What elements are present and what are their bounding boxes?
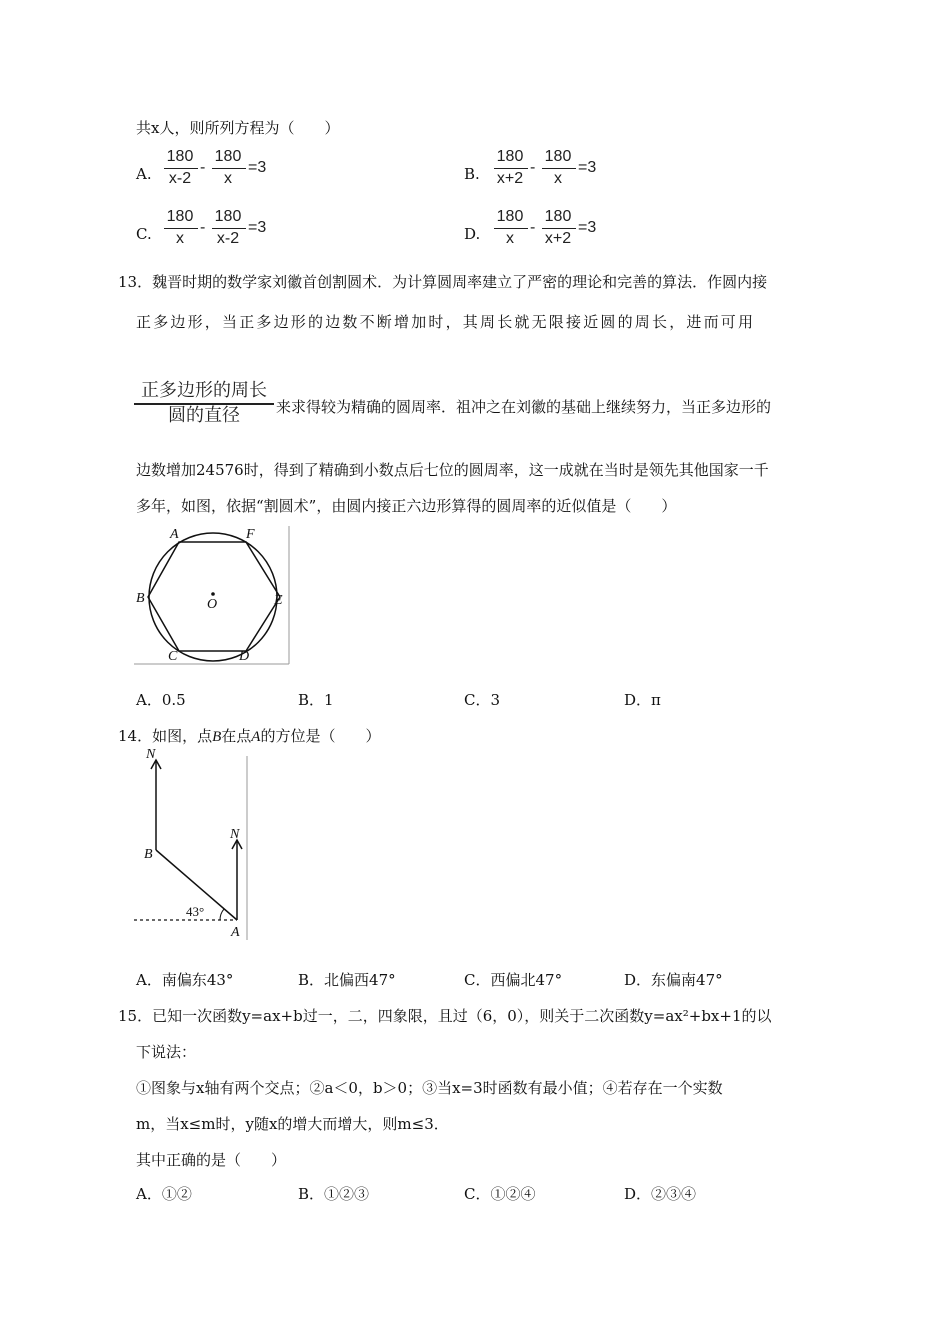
label-d: D bbox=[239, 649, 250, 664]
q15-line5: 其中正确的是（ ） bbox=[136, 1151, 287, 1169]
q15-line3: ①图象与x轴有两个交点；②a＜0，b＞0；③当x=3时函数有最小值；④若存在一个实数 bbox=[136, 1079, 723, 1097]
q13-option-b[interactable]: B．1 bbox=[298, 691, 334, 709]
option-label: D. bbox=[464, 225, 481, 243]
q14-stem: 14．如图，点B在点A的方位是（ ） bbox=[118, 727, 381, 745]
q15-option-d[interactable]: D．②③④ bbox=[624, 1185, 697, 1203]
label-a: A bbox=[170, 527, 179, 542]
q13-line2: 正多边形，当正多边形的边数不断增加时，其周长就无限接近圆的周长，进而可用 bbox=[136, 313, 756, 331]
q14-option-a[interactable]: A．南偏东43° bbox=[136, 971, 234, 989]
q15-option-b[interactable]: B．①②③ bbox=[298, 1185, 370, 1203]
label-n2: N bbox=[230, 827, 240, 842]
option-label: A. bbox=[136, 165, 152, 183]
q13-line1: 13．魏晋时期的数学家刘徽首创割圆术．为计算圆周率建立了严密的理论和完善的算法．作圆内接 bbox=[118, 273, 768, 291]
q15-option-c[interactable]: C．①②④ bbox=[464, 1185, 536, 1203]
q13-option-c[interactable]: C．3 bbox=[464, 691, 501, 709]
q12-stem: 共x人，则所列方程为（ ） bbox=[136, 119, 340, 137]
label-o: O bbox=[207, 597, 218, 612]
option-label: C. bbox=[136, 225, 152, 243]
angle-label: 43° bbox=[186, 904, 205, 919]
q15-line4: m，当x≤m时，y随x的增大而增大，则m≤3． bbox=[136, 1115, 449, 1133]
label-e: E bbox=[274, 593, 283, 608]
q15-option-a[interactable]: A．①② bbox=[136, 1185, 192, 1203]
label-c: C bbox=[168, 649, 178, 664]
q15-line1: 15．已知一次函数y=ax+b过一，二，四象限，且过（6，0），则关于二次函数y=ax²+bx+1的以 bbox=[118, 1007, 772, 1025]
label-a: A bbox=[231, 925, 240, 940]
label-n1: N bbox=[146, 747, 156, 762]
q13-option-d[interactable]: D．π bbox=[624, 691, 661, 709]
label-b: B bbox=[144, 847, 153, 862]
q13-option-a[interactable]: A．0.5 bbox=[136, 691, 186, 709]
q14-option-c[interactable]: C．西偏北47° bbox=[464, 971, 563, 989]
label-f: F bbox=[246, 527, 255, 542]
label-b: B bbox=[136, 591, 145, 606]
q13-line4: 边数增加24576时，得到了精确到小数点后七位的圆周率，这一成就在当时是领先其他国家一千 bbox=[136, 461, 769, 479]
q15-line2: 下说法： bbox=[136, 1043, 197, 1061]
hexagon-circle-figure bbox=[134, 526, 294, 666]
q13-line3: 来求得较为精确的圆周率．祖冲之在刘徽的基础上继续努力，当正多边形的 bbox=[276, 398, 772, 416]
q13-line5: 多年，如图，依据“割圆术”，由圆内接正六边形算得的圆周率的近似值是（ ） bbox=[136, 497, 677, 515]
option-label: B. bbox=[464, 165, 480, 183]
bearing-figure bbox=[134, 747, 254, 942]
q14-option-b[interactable]: B．北偏西47° bbox=[298, 971, 396, 989]
q14-option-d[interactable]: D．东偏南47° bbox=[624, 971, 723, 989]
